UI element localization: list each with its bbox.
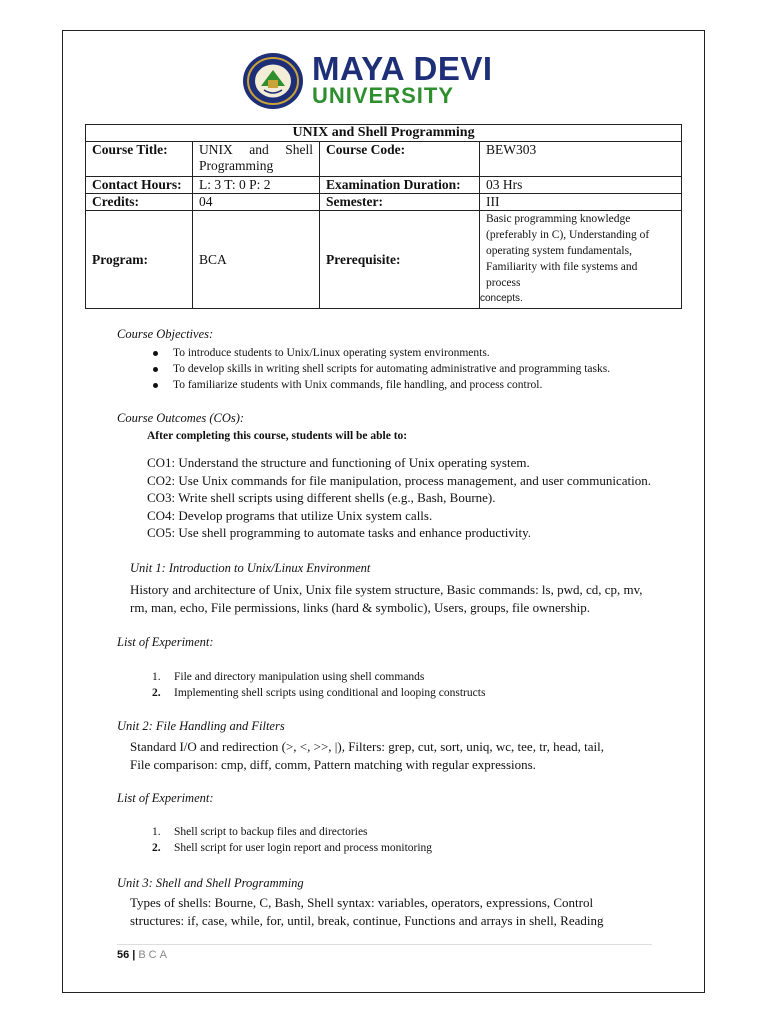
unit2-line: File comparison: cmp, diff, comm, Pattern matching with regular expressions. [130, 757, 536, 772]
item-number: 1. [152, 826, 161, 838]
unit3-body [130, 894, 604, 930]
list-item [152, 669, 485, 685]
course-name-header: UNIX and Shell Programming [86, 125, 682, 142]
list-item [152, 685, 485, 701]
bullet-icon [153, 351, 158, 356]
unit3-line: Types of shells: Bourne, C, Bash, Shell syntax: variables, operators, expressions, Control [130, 895, 594, 910]
course-title-value: UNIX and Shell Programming [193, 142, 320, 177]
outcomes-intro: After completing this course, students will be able to: [147, 430, 408, 442]
footer-divider [117, 944, 652, 945]
bullet-icon [153, 383, 158, 388]
prerequisite-line: (preferably in C), Understanding of [486, 229, 650, 241]
prerequisite-line: Basic programming knowledge [486, 213, 631, 225]
list-item [173, 345, 610, 361]
semester-value: III [480, 194, 682, 211]
unit2-line: Standard I/O and redirection (>, <, >>, |), Filters: grep, cut, sort, uniq, wc, tee, tr, head, tail, [130, 739, 605, 754]
list-item [152, 824, 432, 840]
program-label: Program: [86, 211, 193, 309]
program-value: BCA [193, 211, 320, 309]
list-item [152, 840, 432, 856]
course-title-label: Course Title: [86, 142, 193, 177]
table-row [86, 142, 682, 177]
outcome-item: CO3: Write shell scripts using different shells (e.g., Bash, Bourne). [147, 490, 496, 505]
course-code-label: Course Code: [320, 142, 480, 177]
outcomes-list [147, 454, 651, 542]
experiment-text: File and directory manipulation using shell commands [174, 671, 425, 683]
objectives-heading: Course Objectives: [117, 327, 214, 341]
bullet-icon [153, 367, 158, 372]
objective-text: To introduce students to Unix/Linux operating system environments. [173, 347, 490, 359]
table-header-row [86, 125, 682, 142]
experiment-list [152, 824, 432, 856]
prerequisite-value [480, 211, 682, 309]
page-number: 56 [117, 949, 130, 961]
item-number: 2. [152, 687, 161, 699]
outcome-item: CO1: Understand the structure and functioning of Unix operating system. [147, 455, 530, 470]
objectives-list [173, 345, 610, 393]
experiment-list-heading: List of Experiment: [117, 635, 214, 649]
list-item [173, 377, 610, 393]
prerequisite-tail: concepts. [480, 293, 523, 304]
outcome-item: CO5: Use shell programming to automate tasks and enhance productivity. [147, 525, 532, 540]
item-number: 1. [152, 671, 161, 683]
unit3-heading: Unit 3: Shell and Shell Programming [117, 876, 304, 890]
course-code-value: BEW303 [480, 142, 682, 177]
prerequisite-label: Prerequisite: [320, 211, 480, 309]
objective-text: To develop skills in writing shell scripts for automating administrative and programming tasks. [173, 363, 611, 375]
course-info-table [85, 124, 682, 309]
unit1-heading: Unit 1: Introduction to Unix/Linux Environment [130, 561, 371, 575]
credits-label: Credits: [86, 194, 193, 211]
semester-label: Semester: [320, 194, 480, 211]
list-item [173, 361, 610, 377]
unit1-line: rm, man, echo, File permissions, links (hard & symbolic), Users, groups, file ownership. [130, 600, 590, 615]
logo-subtitle: UNIVERSITY [312, 83, 455, 108]
logo-title: MAYA DEVI [312, 50, 493, 87]
unit2-body [130, 738, 604, 774]
experiment-text: Shell script for user login report and process monitoring [174, 842, 433, 854]
prerequisite-line: operating system fundamentals, [486, 245, 632, 257]
contact-hours-label: Contact Hours: [86, 177, 193, 194]
unit1-line: History and architecture of Unix, Unix file system structure, Basic commands: ls, pwd, cd, cp, mv, [130, 582, 643, 597]
exam-duration-value: 03 Hrs [480, 177, 682, 194]
university-seal-icon [242, 52, 304, 110]
experiment-text: Shell script to backup files and directories [174, 826, 368, 838]
prerequisite-line: Familiarity with file systems and [486, 261, 638, 273]
prerequisite-line: process [486, 277, 521, 289]
credits-value: 04 [193, 194, 320, 211]
objective-text: To familiarize students with Unix commands, file handling, and process control. [173, 379, 543, 391]
footer-label: BCA [138, 949, 170, 961]
unit1-body [130, 581, 643, 617]
unit3-line: structures: if, case, while, for, until, break, continue, Functions and arrays in shell, Reading [130, 913, 604, 928]
exam-duration-label: Examination Duration: [320, 177, 480, 194]
footer-separator: | [132, 949, 136, 961]
experiment-list-heading: List of Experiment: [117, 791, 214, 805]
item-number: 2. [152, 842, 161, 854]
unit2-heading: Unit 2: File Handling and Filters [117, 719, 285, 733]
outcome-item: CO2: Use Unix commands for file manipulation, process management, and user communication. [147, 472, 651, 488]
contact-hours-value: L: 3 T: 0 P: 2 [193, 177, 320, 194]
table-row [86, 211, 682, 309]
table-row [86, 177, 682, 194]
outcome-item: CO4: Develop programs that utilize Unix system calls. [147, 507, 433, 523]
outcomes-heading: Course Outcomes (COs): [117, 411, 245, 425]
experiment-text: Implementing shell scripts using conditional and looping constructs [174, 687, 486, 699]
page-footer [117, 949, 170, 961]
experiment-list [152, 669, 485, 701]
table-row [86, 194, 682, 211]
university-logo [240, 50, 540, 114]
